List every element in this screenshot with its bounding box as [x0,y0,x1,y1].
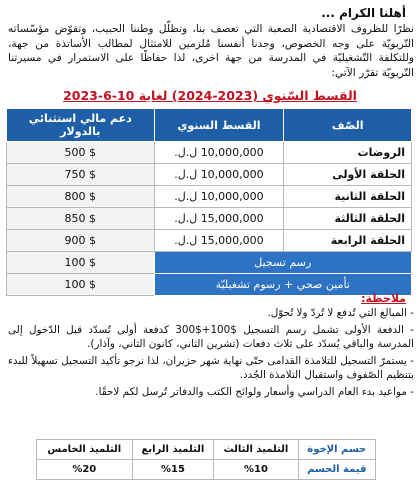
grade-header: الصّف [284,109,412,142]
list-item: - الدفعة الأولى تشمل رسم التسجيل $100+$300 كدفعة أولى تُسدّد قبل الدّخول إلى المدرسة والباقي يُسدّد على ثلاث دفعات (تشرين الثاني، كانون الثاني، وآذار). [8,323,414,350]
fees-header-row [7,109,412,142]
registration-label: رسم تسجيل [154,252,411,274]
discount-value-row [37,460,376,480]
insurance-row [7,274,412,296]
table-row [7,164,412,186]
discount-header-cell: التلميذ الخامس [37,440,133,460]
fees-table [6,108,412,296]
discount-header-cell: التلميذ الثالث [214,440,298,460]
annual-fee-cell: 15,000,000 ل.ل. [154,230,284,252]
support-cell: $ 800 [7,186,155,208]
grade-cell: الروضات [284,142,412,164]
annual-fee-cell: 10,000,000 ل.ل. [154,164,284,186]
annual-fee-cell: 10,000,000 ل.ل. [154,186,284,208]
notes-title: ملاحظة: [361,292,406,305]
annual-fee-headline: القسط السّنوي (2023-2024) لغاية 10-6-2023 [63,88,357,103]
grade-cell: الحلقة الثانية [284,186,412,208]
discount-header-row [37,440,376,460]
notes-list [8,306,414,401]
table-row [7,230,412,252]
table-row [7,142,412,164]
discount-value-cell: %15 [132,460,214,480]
discount-value-cell: %20 [37,460,133,480]
insurance-label: تأمين صحي + رسوم تشغيليّة [154,274,411,296]
support-cell: $ 750 [7,164,155,186]
insurance-value: $ 100 [7,274,155,296]
annual-fee-cell: 10,000,000 ل.ل. [154,142,284,164]
sibling-discount-table [36,439,376,480]
list-item: - يستمرّ التسجيل للتلامذة القدامى حتّى نهاية شهر حزيران، لذا نرجو تأكيد التسجيل تسهيلاً للبدء بتنظيم الصّفوف واستقبال التلامذة الجُدد. [8,354,414,381]
grade-cell: الحلقة الأولى [284,164,412,186]
annual-fee-cell: 15,000,000 ل.ل. [154,208,284,230]
grade-cell: الحلقة الثالثة [284,208,412,230]
discount-header-cell: حسم الإخوة [298,440,375,460]
registration-row [7,252,412,274]
annual-fee-header: القسط السنوي [154,109,284,142]
table-row [7,208,412,230]
support-cell: $ 500 [7,142,155,164]
support-header: دعم مالي استثنائي بالدولار [7,109,155,142]
intro-paragraph: نظرًا للظروف الاقتصادية الصعبة التي تعصف بنا، وتظلّل وطننا الحبيب، وتقوّض مؤسّساته التّربويّة على وجه الخصوص، وجدنا أنفسنا مُلزمين للامتثال لمطالب الأساتذة من جهة، وللتكلفة التّشغيليّة في المدرسة من جهة اخرى، لذا حفاظًا على الاستمرار في مسيرتنا التّربويّة تقرّر الآتي: [8,23,414,79]
discount-label-cell: قيمة الحسم [298,460,375,480]
support-cell: $ 900 [7,230,155,252]
greeting: أهلنا الكرام ... [321,6,406,20]
grade-cell: الحلقة الرابعة [284,230,412,252]
table-row [7,186,412,208]
discount-header-cell: التلميذ الرابع [132,440,214,460]
support-cell: $ 850 [7,208,155,230]
registration-value: $ 100 [7,252,155,274]
list-item: - مواعيد بدء العام الدراسي وأسعار ولوائح الكتب والدفاتر تُرسل لكم لاحقًا. [95,385,414,398]
discount-value-cell: %10 [214,460,298,480]
list-item: - المبالغ التي تُدفع لا تُردّ ولا تُحوّل. [267,307,414,319]
